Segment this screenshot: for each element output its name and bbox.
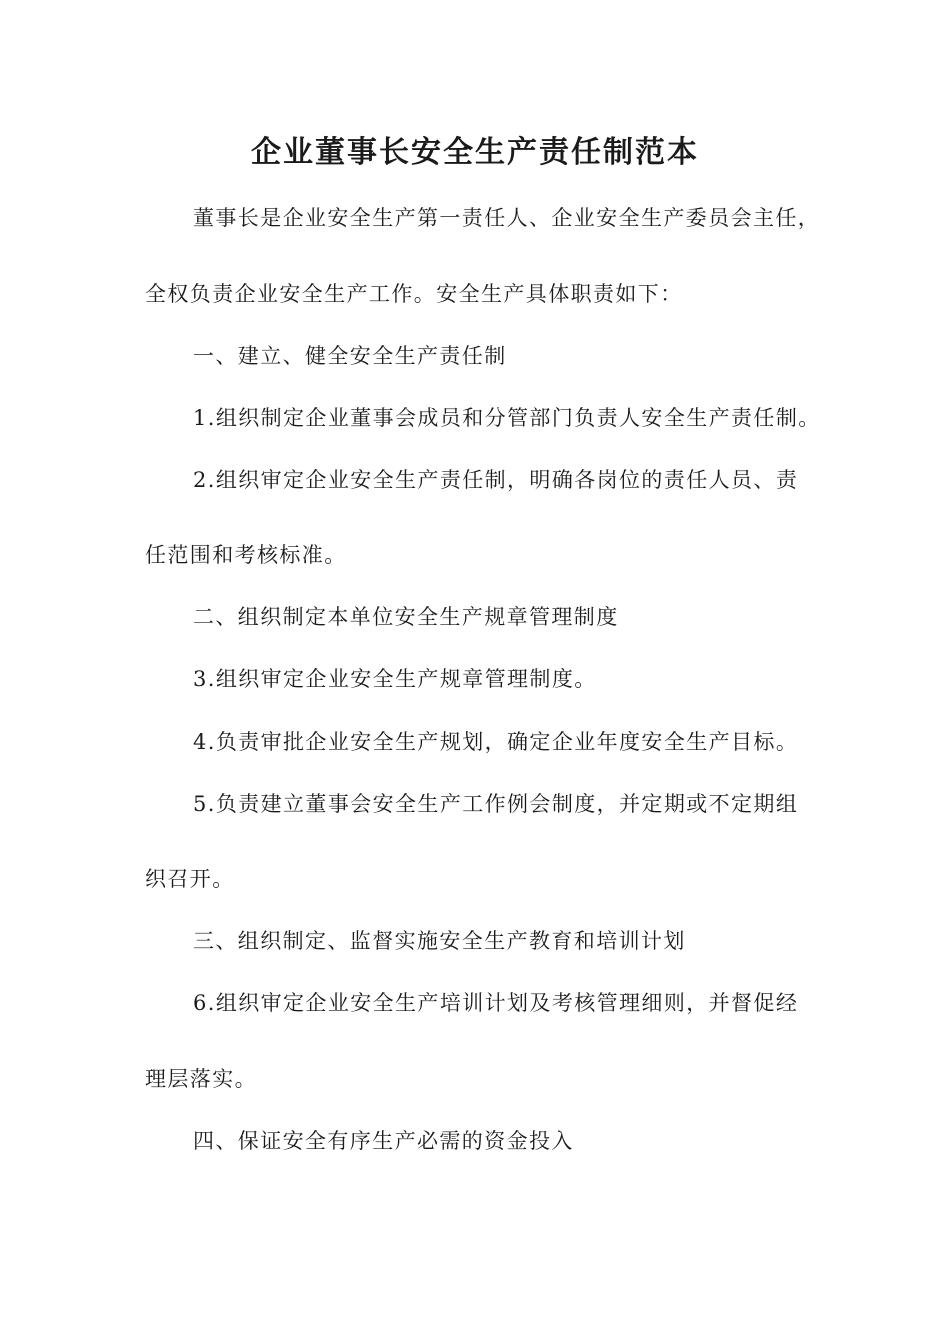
document-title: 企业董事长安全生产责任制范本 — [251, 135, 699, 170]
paragraph-line: 任范围和考核标准。 — [145, 543, 347, 567]
list-item: 3.组织审定企业安全生产规章管理制度。 — [193, 667, 597, 691]
section-heading: 一、建立、健全安全生产责任制 — [193, 344, 507, 368]
paragraph-line: 全权负责企业安全生产工作。安全生产具体职责如下： — [145, 282, 683, 306]
section-heading: 三、组织制定、监督实施安全生产教育和培训计划 — [193, 929, 686, 953]
paragraph-line: 理层落实。 — [145, 1067, 257, 1091]
section-heading: 四、保证安全有序生产必需的资金投入 — [193, 1129, 574, 1153]
list-item: 6.组织审定企业安全生产培训计划及考核管理细则，并督促经 — [193, 991, 799, 1015]
list-item: 1.组织制定企业董事会成员和分管部门负责人安全生产责任制。 — [193, 406, 821, 430]
section-heading: 二、组织制定本单位安全生产规章管理制度 — [193, 605, 619, 629]
paragraph-line: 织召开。 — [145, 867, 235, 891]
list-item: 2.组织审定企业安全生产责任制，明确各岗位的责任人员、责 — [193, 468, 799, 492]
list-item: 5.负责建立董事会安全生产工作例会制度，并定期或不定期组 — [193, 792, 799, 816]
list-item: 4.负责审批企业安全生产规划，确定企业年度安全生产目标。 — [193, 730, 799, 754]
paragraph-line: 董事长是企业安全生产第一责任人、企业安全生产委员会主任， — [193, 206, 821, 230]
